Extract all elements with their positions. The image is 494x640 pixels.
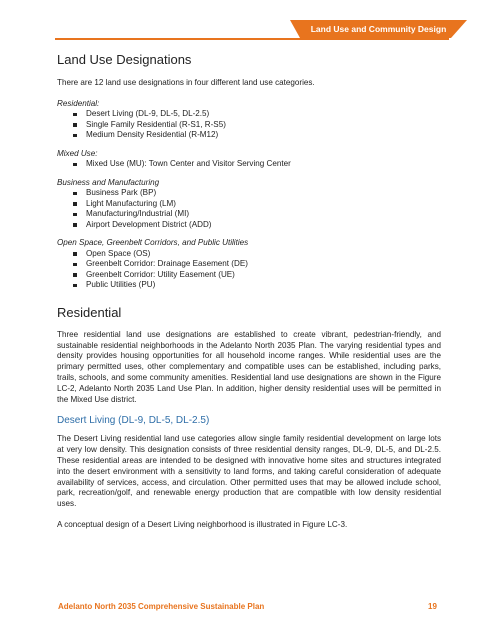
- footer-page-number: 19: [428, 602, 437, 611]
- list-item: Mixed Use (MU): Town Center and Visitor Serving Center: [73, 159, 441, 170]
- designations-intro: There are 12 land use designations in four different land use categories.: [57, 78, 315, 87]
- header-rule: [55, 38, 449, 40]
- list-item: Open Space (OS): [73, 249, 441, 260]
- list-item: Public Utilities (PU): [73, 280, 441, 291]
- category-title: Open Space, Greenbelt Corridors, and Public Utilities: [57, 238, 249, 248]
- chapter-title: Land Use and Community Design: [310, 24, 447, 34]
- chapter-header-band: [300, 20, 451, 38]
- list-item: Manufacturing/Industrial (MI): [73, 209, 441, 220]
- list-item: Greenbelt Corridor: Drainage Easement (DE): [73, 259, 441, 270]
- subheading-desert-living: Desert Living (DL-9, DL-5, DL-2.5): [57, 415, 210, 427]
- footer-document-title: Adelanto North 2035 Comprehensive Sustainable Plan: [58, 602, 265, 611]
- category-title: Mixed Use:: [57, 148, 98, 158]
- list-item: Greenbelt Corridor: Utility Easement (UE): [73, 270, 441, 281]
- section-heading-designations: Land Use Designations: [57, 52, 192, 67]
- list-item: Light Manufacturing (LM): [73, 199, 441, 210]
- category-list: [57, 159, 441, 170]
- page-content: [57, 52, 441, 541]
- category-list: [57, 249, 441, 291]
- category-list: [57, 109, 441, 141]
- list-item: Desert Living (DL-9, DL-5, DL-2.5): [73, 109, 441, 120]
- list-item: Business Park (BP): [73, 188, 441, 199]
- list-item: Single Family Residential (R-S1, R-S5): [73, 120, 441, 131]
- category-list: [57, 188, 441, 230]
- desert-living-paragraph: The Desert Living residential land use categories allow single family residential development on large lots at very low density. This designation consists of three residential density ranges, DL-9, DL-5, and DL-2.5. These residential areas are intended to be designed with innovative home sites and structures integrated into the desert environment with a sensitivity to land forms, and taking careful consideration of adequate availability of services, access, and circulation. Other permitted uses that may be allowed include school, park, recreation/golf, and renewable energy production that are compatible with low density residential uses.: [57, 434, 441, 509]
- section-heading-residential: Residential: [57, 304, 122, 320]
- category-title: Business and Manufacturing: [57, 177, 160, 187]
- desert-living-figure-note: A conceptual design of a Desert Living neighborhood is illustrated in Figure LC-3.: [57, 519, 348, 529]
- list-item: Medium Density Residential (R-M12): [73, 130, 441, 141]
- list-item: Airport Development District (ADD): [73, 220, 441, 231]
- category-title: Residential:: [57, 98, 100, 108]
- residential-paragraph: Three residential land use designations are established to create vibrant, pedestrian-friendly, and sustainable residential neighborhoods in the Adelanto North 2035 Plan. The varying residential types and density provides housing opportunities for all household income ranges. While residential uses are the primary permitted uses, other complementary and compatible uses can be established, including parks, trails, schools, and some community amenities. Residential land use designations are shown in the Figure LC-2, Adelanto North 2035 Land Use Plan. In addition, higher density residential uses will be permitted in the Mixed Use district.: [57, 329, 441, 404]
